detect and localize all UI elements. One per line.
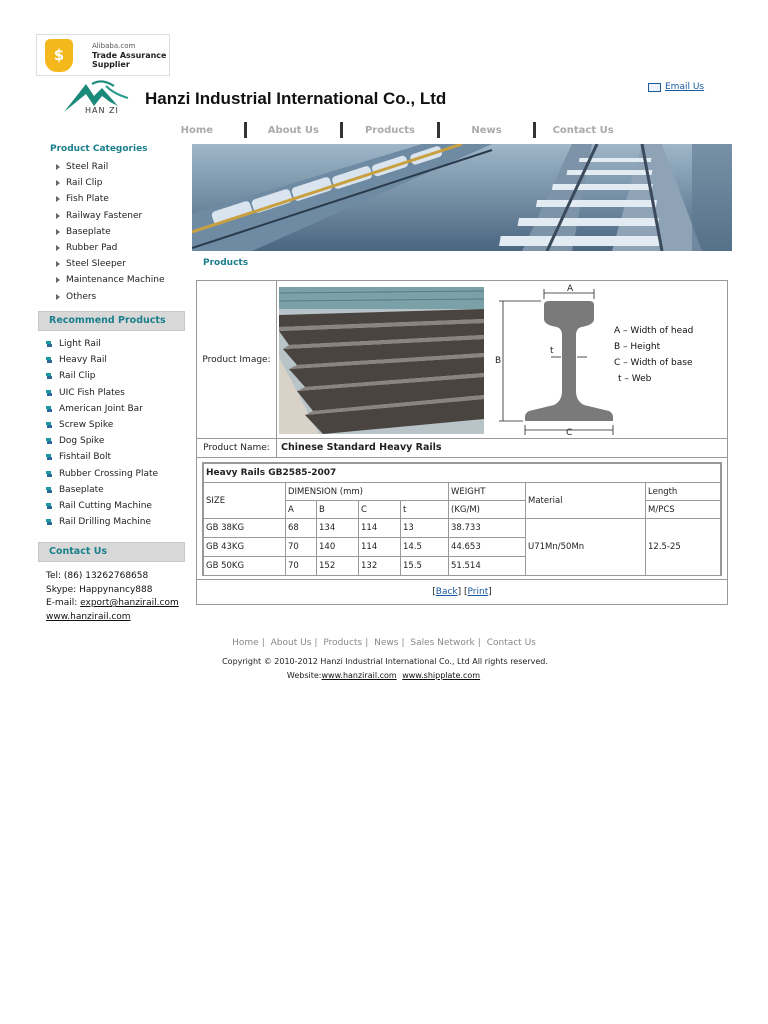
- table-row: GB 38KG 68 134 114 13 38.733 U71Mn/50Mn 12.5-25: [204, 519, 721, 538]
- contact-email-link[interactable]: export@hanzirail.com: [80, 598, 179, 608]
- triangle-right-icon: [56, 180, 60, 186]
- recommend-list: [38, 336, 185, 530]
- header-c: C: [359, 501, 401, 519]
- badge-line-3: Supplier: [92, 60, 130, 69]
- footer-site-2[interactable]: www.shipplate.com: [402, 671, 481, 680]
- recommend-item[interactable]: Rail Cutting Machine: [38, 498, 185, 514]
- diagram-label-a: A: [567, 284, 574, 294]
- rail-banner-image: [192, 144, 732, 251]
- arrow-bullet-icon: [46, 390, 52, 396]
- spec-table-wrap: [202, 462, 722, 576]
- header-length-unit: M/PCS: [646, 501, 721, 519]
- recommend-item[interactable]: Screw Spike: [38, 417, 185, 433]
- nav-news[interactable]: News: [471, 124, 502, 136]
- category-item[interactable]: Rail Clip: [38, 175, 186, 191]
- dollar-shield-icon: $: [45, 39, 73, 72]
- footer-link-about[interactable]: About Us: [270, 638, 312, 648]
- category-item[interactable]: Railway Fastener: [38, 208, 186, 224]
- recommend-item[interactable]: Dog Spike: [38, 433, 185, 449]
- arrow-bullet-icon: [46, 406, 52, 412]
- category-item[interactable]: Steel Rail: [38, 159, 186, 175]
- triangle-right-icon: [56, 196, 60, 202]
- contact-box: [38, 542, 185, 624]
- badge-line-1: Alibaba.com: [92, 42, 136, 50]
- product-image-row: [197, 281, 727, 439]
- recommend-products-title: Recommend Products: [38, 311, 185, 331]
- logo-text: HAN ZI: [85, 106, 119, 115]
- table-row: GB 43KG 70 140 114 14.5 44.653: [204, 538, 721, 557]
- triangle-right-icon: [56, 294, 60, 300]
- table-row: GB 50KG 70 152 132 15.5 51.514: [204, 557, 721, 576]
- arrow-bullet-icon: [46, 341, 52, 347]
- category-item[interactable]: Maintenance Machine: [38, 272, 186, 288]
- product-actions: [Back] [Print]: [197, 579, 727, 605]
- top-navigation: [150, 122, 630, 138]
- recommend-item[interactable]: Fishtail Bolt: [38, 449, 185, 465]
- recommend-item[interactable]: Rail Clip: [38, 368, 185, 384]
- category-item[interactable]: Fish Plate: [38, 191, 186, 207]
- nav-about-us[interactable]: About Us: [267, 124, 320, 136]
- footer-link-sales-network[interactable]: Sales Network: [410, 638, 475, 648]
- recommend-item[interactable]: American Joint Bar: [38, 401, 185, 417]
- contact-email-line: E-mail: export@hanzirail.com: [46, 598, 179, 608]
- envelope-icon: [648, 83, 661, 92]
- email-us-label: Email Us: [665, 82, 705, 92]
- arrow-bullet-icon: [46, 438, 52, 444]
- contact-website-link[interactable]: www.hanzirail.com: [46, 611, 131, 622]
- product-image-label: Product Image:: [197, 281, 277, 439]
- arrow-bullet-icon: [46, 487, 52, 493]
- email-us-link[interactable]: [648, 82, 704, 92]
- recommend-item[interactable]: Heavy Rail: [38, 352, 185, 368]
- spec-table: [203, 463, 721, 576]
- category-item[interactable]: Others: [38, 289, 186, 305]
- arrow-bullet-icon: [46, 357, 52, 363]
- company-name: Hanzi Industrial International Co., Ltd: [145, 89, 447, 108]
- legend-a: A – Width of head: [614, 326, 694, 336]
- recommend-item[interactable]: UIC Fish Plates: [38, 385, 185, 401]
- category-item[interactable]: Rubber Pad: [38, 240, 186, 256]
- diagram-label-t: t: [550, 346, 554, 356]
- triangle-right-icon: [56, 229, 60, 235]
- footer-link-products[interactable]: Products: [323, 638, 363, 648]
- triangle-right-icon: [56, 213, 60, 219]
- contact-tel: Tel: (86) 13262768658: [46, 571, 149, 581]
- rail-profile-diagram: [489, 283, 719, 437]
- arrow-bullet-icon: [46, 373, 52, 379]
- nav-contact-us[interactable]: Contact Us: [552, 124, 614, 136]
- contact-us-title: Contact Us: [38, 542, 185, 562]
- recommend-item[interactable]: Rail Drilling Machine: [38, 514, 185, 530]
- breadcrumb: Products: [203, 258, 249, 268]
- back-link[interactable]: Back: [435, 587, 458, 597]
- arrow-bullet-icon: [46, 471, 52, 477]
- arrow-bullet-icon: [46, 503, 52, 509]
- contact-details: [38, 570, 185, 624]
- product-categories-title: Product Categories: [50, 144, 148, 154]
- legend-t: t – Web: [618, 374, 652, 384]
- badge-line-2: Trade Assurance: [92, 51, 167, 60]
- recommend-item[interactable]: Rubber Crossing Plate: [38, 466, 185, 482]
- header-a: A: [286, 501, 317, 519]
- category-item[interactable]: Steel Sleeper: [38, 256, 186, 272]
- copyright: Copyright © 2010-2012 Hanzi Industrial International Co., Ltd All rights reserved.: [222, 657, 548, 666]
- arrow-bullet-icon: [46, 454, 52, 460]
- arrow-bullet-icon: [46, 422, 52, 428]
- header-length: Length: [646, 483, 721, 501]
- header-weight: WEIGHT: [449, 483, 526, 501]
- diagram-label-c: C: [566, 428, 573, 437]
- header-t: t: [401, 501, 449, 519]
- header-size: SIZE: [204, 483, 286, 519]
- recommend-item[interactable]: Light Rail: [38, 336, 185, 352]
- footer-website: Website:www.hanzirail.com www.shipplate.com: [286, 671, 481, 680]
- triangle-right-icon: [56, 277, 60, 283]
- spec-title: Heavy Rails GB2585-2007: [204, 464, 721, 483]
- footer-site-1[interactable]: www.hanzirail.com: [321, 671, 397, 680]
- nav-home[interactable]: Home: [180, 124, 214, 136]
- triangle-right-icon: [56, 245, 60, 251]
- arrow-bullet-icon: [46, 519, 52, 525]
- nav-products[interactable]: Products: [364, 124, 416, 136]
- footer-link-news[interactable]: News: [374, 638, 399, 648]
- material-value: U71Mn/50Mn: [526, 519, 646, 576]
- header-weight-unit: (KG/M): [449, 501, 526, 519]
- length-value: 12.5-25: [646, 519, 721, 576]
- rail-stack-photo: [279, 287, 484, 434]
- trade-assurance-badge[interactable]: [36, 34, 170, 76]
- product-name-row: [197, 439, 727, 458]
- footer-navigation: Home | About Us | Products | News | Sales Network | Contact Us: [232, 638, 536, 648]
- diagram-label-b: B: [495, 356, 502, 366]
- header-b: B: [317, 501, 359, 519]
- triangle-right-icon: [56, 164, 60, 170]
- category-list: [38, 159, 186, 305]
- category-item[interactable]: Baseplate: [38, 224, 186, 240]
- contact-skype: Skype: Happynancy888: [46, 584, 153, 595]
- recommend-products: [38, 311, 185, 530]
- product-detail-panel: [196, 280, 728, 605]
- footer-link-home[interactable]: Home: [232, 638, 259, 648]
- product-name-label: Product Name:: [197, 439, 277, 457]
- print-link[interactable]: Print: [467, 587, 489, 597]
- header-material: Material: [526, 483, 646, 519]
- product-name-value: Chinese Standard Heavy Rails: [281, 442, 442, 453]
- recommend-item[interactable]: Baseplate: [38, 482, 185, 498]
- header-dimension: DIMENSION (mm): [286, 483, 449, 501]
- triangle-right-icon: [56, 261, 60, 267]
- sidebar: [38, 142, 186, 305]
- legend-b: B – Height: [614, 342, 661, 352]
- legend-c: C – Width of base: [614, 358, 693, 368]
- footer-link-contact[interactable]: Contact Us: [486, 638, 536, 648]
